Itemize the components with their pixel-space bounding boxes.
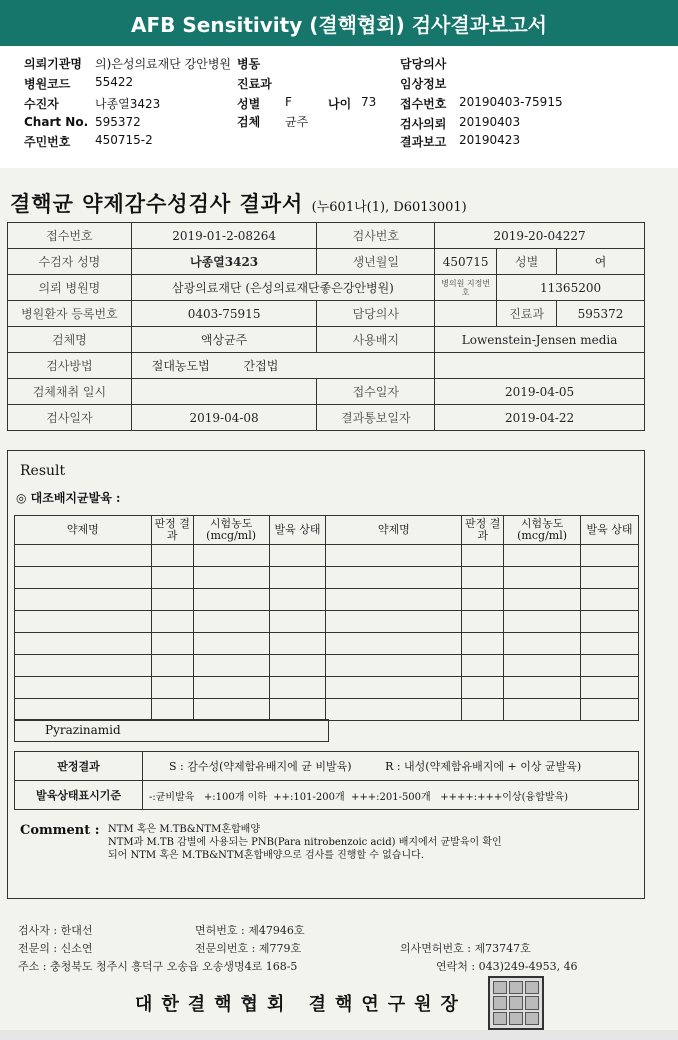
table-row	[15, 567, 639, 589]
comment-label: Comment :	[20, 823, 100, 838]
method-value: 간접법	[243, 359, 279, 373]
meta-label: 수진자	[24, 97, 59, 111]
value-cell: 0403-75915	[131, 301, 317, 327]
meta-value: 20190403	[459, 115, 521, 129]
value-cell	[435, 353, 645, 379]
report-meta	[0, 46, 678, 155]
value-cell: 595372	[557, 301, 645, 327]
meta-value: F	[285, 95, 292, 109]
label-cell: 접수번호	[8, 223, 132, 249]
official-seal-icon	[488, 976, 544, 1030]
comment-line: NTM 혹은 M.TB&NTM혼합배양	[108, 824, 260, 835]
table-row	[15, 589, 639, 611]
table-row	[15, 699, 639, 721]
column-header: 발육 상태	[269, 516, 326, 545]
meta-label: 진료과	[237, 77, 272, 91]
value-cell	[435, 301, 497, 327]
meta-label: 의뢰기관명	[24, 57, 82, 71]
label-cell: 접수일자	[317, 379, 435, 405]
judge-s: S : 감수성(약제함유배지에 균 비발육)	[169, 760, 352, 773]
label-cell: 진료과	[497, 301, 557, 327]
specialist: 전문의 : 신소연	[18, 942, 93, 955]
meta-value: 의)은성의료재단 강안병원	[95, 57, 232, 71]
label-cell: 검사번호	[317, 223, 435, 249]
meta-label: 임상정보	[400, 77, 447, 91]
meta-label: 담당의사	[400, 57, 447, 71]
drug-name: Pyrazinamid	[45, 723, 121, 737]
comment-line: 되어 NTM 혹은 M.TB&NTM혼합배양으로 검사를 진행할 수 없습니다.	[108, 850, 424, 861]
column-header: 시험농도 (mcg/ml)	[193, 516, 269, 545]
label-cell: 의뢰 병원명	[8, 275, 132, 301]
label-cell: 검체명	[8, 327, 132, 353]
criteria-value	[143, 752, 639, 781]
column-header: 판정 결과	[462, 516, 504, 545]
label-cell: 성별	[497, 249, 557, 275]
license-number: 면허번호 : 제47946호	[195, 924, 305, 937]
method-value: 절대농도법	[151, 359, 210, 373]
value-cell: 2019-04-08	[131, 405, 317, 431]
criteria-label: 발육상태표시기준	[15, 781, 143, 810]
meta-label: Chart No.	[24, 115, 89, 129]
label-cell: 수검자 성명	[8, 249, 132, 275]
value-cell	[131, 353, 434, 379]
report-title-bar	[0, 0, 678, 46]
comment-text	[108, 823, 502, 862]
table-row	[15, 655, 639, 677]
column-header: 약제명	[326, 516, 462, 545]
meta-label: 결과보고	[400, 135, 447, 149]
contact: 연락처 : 043)249-4953, 46	[436, 960, 578, 973]
value-cell: 나종열3423	[131, 249, 317, 275]
label-cell: 병원환자 등록번호	[8, 301, 132, 327]
meta-value: 450715-2	[95, 133, 153, 147]
control-growth-label: ◎ 대조배지균발육 :	[16, 491, 121, 505]
value-cell: 여	[557, 249, 645, 275]
label-cell: 병의원 지정번호	[435, 275, 497, 301]
value-cell: 450715	[435, 249, 497, 275]
table-header-row	[15, 516, 639, 545]
specialist-number: 전문의번호 : 제779호	[195, 942, 302, 955]
column-header: 시험농도 (mcg/ml)	[504, 516, 581, 545]
institute-name: 대한결핵협회 결핵연구원장	[135, 994, 467, 1015]
patient-info-table	[7, 222, 645, 431]
comment-line: NTM과 M.TB 감별에 사용되는 PNB(Para nitrobenzoic acid) 배지에서 균발육이 확인	[108, 837, 502, 848]
column-header: 발육 상태	[581, 516, 639, 545]
label-cell: 검사방법	[8, 353, 132, 379]
meta-label: 접수번호	[400, 97, 447, 111]
value-cell: 2019-04-22	[435, 405, 645, 431]
value-cell	[131, 379, 317, 405]
examiner: 검사자 : 한대선	[18, 924, 93, 937]
scanned-report	[0, 168, 678, 1040]
growth-criteria: -:균비발육 +:100개 이하 ++:101-200개 +++:201-500개 ++++:+++이상(융합발육)	[143, 781, 639, 810]
document-code: (누601나(1), D6013001)	[311, 200, 467, 215]
value-cell: 2019-20-04227	[435, 223, 645, 249]
document-title	[10, 188, 467, 218]
value-cell: 액상균주	[131, 327, 317, 353]
meta-value: 55422	[95, 75, 134, 89]
result-section	[7, 450, 645, 899]
value-cell: 11365200	[497, 275, 645, 301]
meta-value: 균주	[285, 115, 309, 129]
meta-label: 주민번호	[24, 135, 71, 149]
label-cell: 사용배지	[317, 327, 435, 353]
meta-value: 20190403-75915	[459, 95, 563, 109]
criteria-label: 판정결과	[15, 752, 143, 781]
label-cell: 결과통보일자	[317, 405, 435, 431]
label-cell: 검체채취 일시	[8, 379, 132, 405]
table-row	[15, 633, 639, 655]
meta-label: 병원코드	[24, 77, 71, 91]
document-title-text: 결핵균 약제감수성검사 결과서	[10, 191, 304, 216]
label-cell: 담당의사	[317, 301, 435, 327]
meta-value: 20190423	[459, 133, 521, 147]
meta-label: 성별	[237, 97, 261, 111]
table-row	[15, 545, 639, 567]
report-title: AFB Sensitivity (결핵협회) 검사결과보고서	[131, 12, 547, 37]
meta-value: 나종열3423	[95, 97, 161, 111]
address: 주소 : 충청북도 청주시 흥덕구 오송읍 오송생명4로 168-5	[18, 960, 298, 973]
criteria-table	[14, 751, 639, 810]
pyrazinamid-row	[14, 719, 329, 742]
meta-label: 나이	[328, 97, 352, 111]
meta-label: 검사의뢰	[400, 117, 447, 131]
judge-r: R : 내성(약제함유배지에 + 이상 균발육)	[385, 760, 582, 773]
result-label: Result	[20, 463, 66, 479]
value-cell: 2019-01-2-08264	[131, 223, 317, 249]
column-header: 약제명	[15, 516, 152, 545]
meta-label: 검체	[237, 115, 261, 129]
label-cell: 검사일자	[8, 405, 132, 431]
doctor-license: 의사면허번호 : 제73747호	[400, 942, 531, 955]
meta-value: 73	[361, 95, 377, 109]
table-row	[15, 677, 639, 699]
value-cell: 삼광의료재단 (은성의료재단좋은강안병원)	[131, 275, 434, 301]
value-cell: 2019-04-05	[435, 379, 645, 405]
column-header: 판정 결과	[151, 516, 193, 545]
label-cell: 생년월일	[317, 249, 435, 275]
bottom-strip	[0, 1030, 678, 1040]
value-cell: Lowenstein-Jensen media	[435, 327, 645, 353]
meta-value: 595372	[95, 115, 141, 129]
table-row	[15, 611, 639, 633]
meta-label: 병동	[237, 57, 261, 71]
drug-result-table	[14, 515, 639, 721]
